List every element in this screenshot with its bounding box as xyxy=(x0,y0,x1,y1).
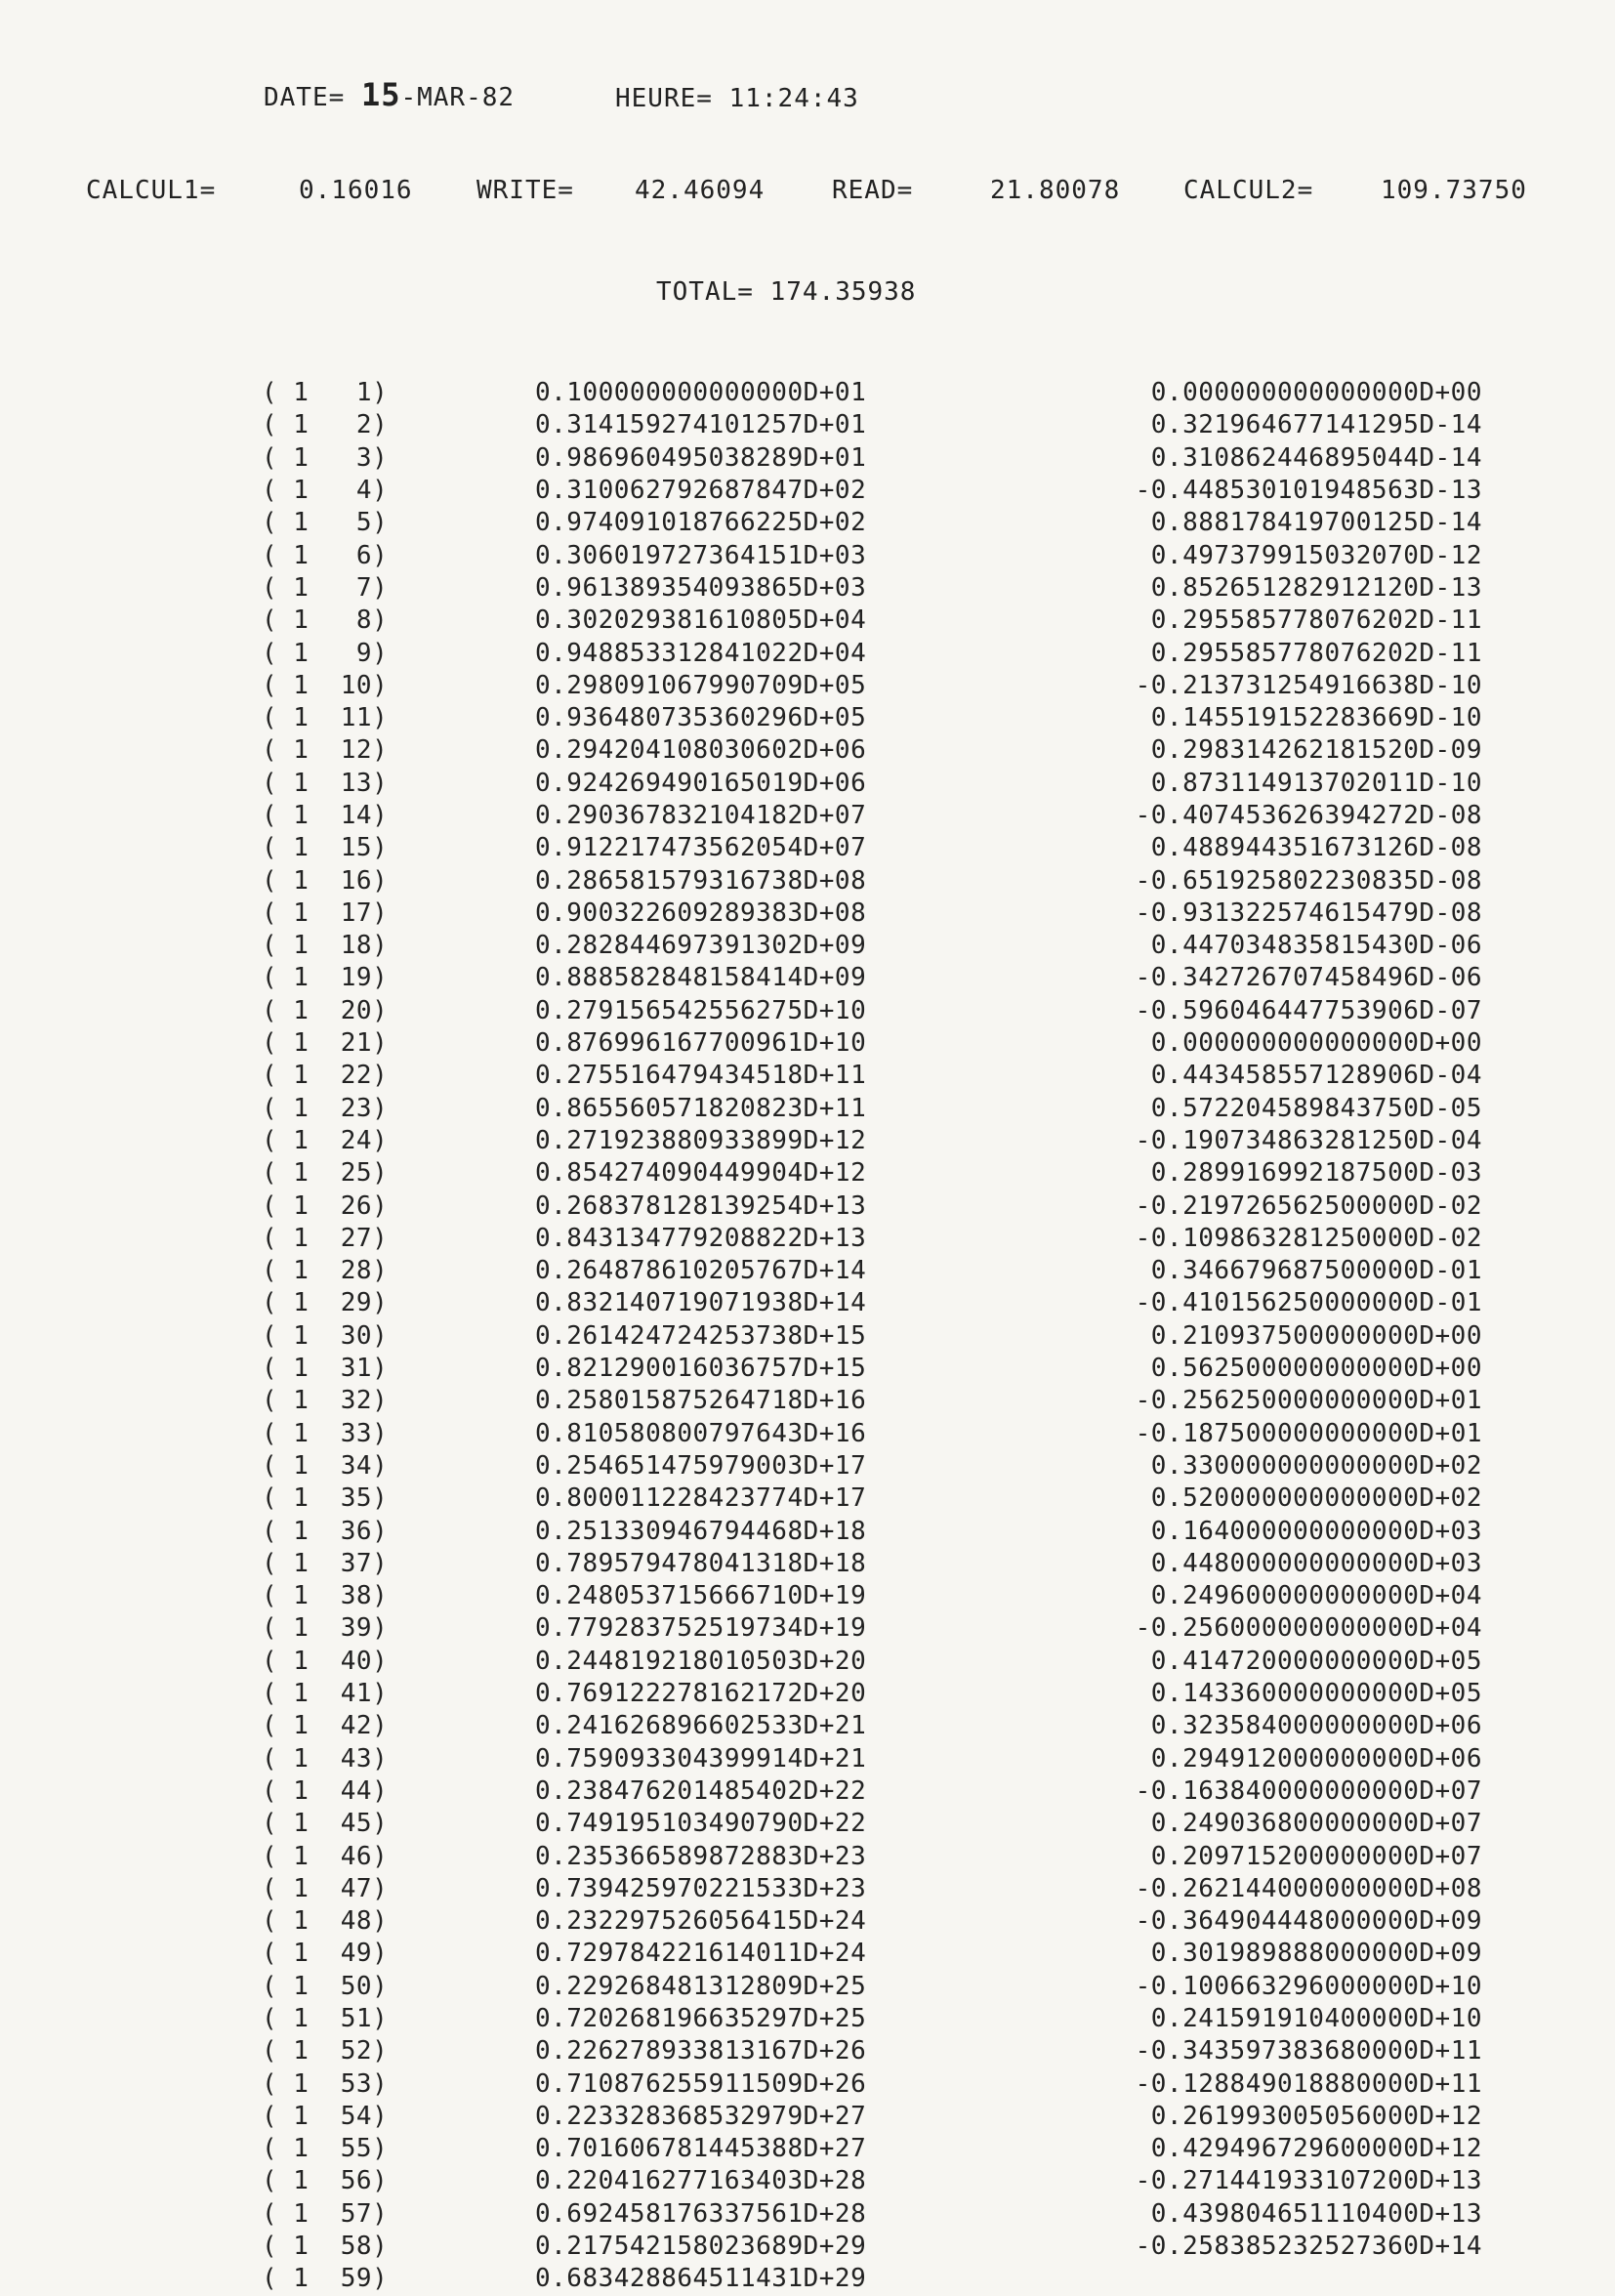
imag-value: -0.407453626394272D-08 xyxy=(1135,801,1482,830)
row-index: ( 1 2) xyxy=(262,410,389,440)
row-index: ( 1 40) xyxy=(262,1646,389,1676)
row-index: ( 1 4) xyxy=(262,476,389,506)
imag-value: 0.261993005056000D+12 xyxy=(1150,2101,1482,2131)
write-value: 42.46094 xyxy=(635,176,766,205)
row-index: ( 1 56) xyxy=(262,2166,389,2196)
table-row xyxy=(234,572,1482,605)
row-index: ( 1 23) xyxy=(262,1093,389,1123)
calcul1-label: CALCUL1= xyxy=(86,176,217,205)
imag-value: 0.448000000000000D+03 xyxy=(1150,1548,1482,1578)
real-value: 0.251330946794468D+18 xyxy=(535,1516,867,1546)
real-value: 0.912217473562054D+07 xyxy=(535,833,867,863)
table-row xyxy=(234,539,1482,571)
table-row xyxy=(234,1971,1482,2003)
table-row xyxy=(234,1190,1482,1222)
row-index: ( 1 30) xyxy=(262,1320,389,1351)
row-index: ( 1 5) xyxy=(262,508,389,538)
row-index: ( 1 20) xyxy=(262,995,389,1025)
real-value: 0.229268481312809D+25 xyxy=(535,1971,867,2001)
imag-value: -0.596046447753906D-07 xyxy=(1135,995,1482,1025)
table-row xyxy=(234,1223,1482,1255)
real-value: 0.264878610205767D+14 xyxy=(535,1256,867,1286)
calcul2-value: 109.73750 xyxy=(1381,176,1527,205)
table-row xyxy=(234,2198,1482,2231)
real-value: 0.254651475979003D+17 xyxy=(535,1450,867,1481)
table-row xyxy=(234,1742,1482,1774)
total-time xyxy=(656,277,916,307)
row-index: ( 1 18) xyxy=(262,931,389,961)
row-index: ( 1 37) xyxy=(262,1548,389,1578)
imag-value: 0.852651282912120D-13 xyxy=(1150,572,1482,603)
real-value: 0.286581579316738D+08 xyxy=(535,865,867,896)
row-index: ( 1 34) xyxy=(262,1450,389,1481)
real-value: 0.759093304399914D+21 xyxy=(535,1743,867,1774)
row-index: ( 1 24) xyxy=(262,1125,389,1155)
real-value: 0.100000000000000D+01 xyxy=(535,378,867,408)
imag-value: 0.572204589843750D-05 xyxy=(1150,1093,1482,1123)
imag-value: 0.414720000000000D+05 xyxy=(1150,1646,1482,1676)
table-row xyxy=(234,1840,1482,1872)
imag-value: 0.241591910400000D+10 xyxy=(1150,2003,1482,2033)
imag-value: -0.343597383680000D+11 xyxy=(1135,2036,1482,2066)
real-value: 0.810580800797643D+16 xyxy=(535,1418,867,1448)
real-value: 0.220416277163403D+28 xyxy=(535,2166,867,2196)
real-value: 0.268378128139254D+13 xyxy=(535,1190,867,1221)
date-label: DATE= xyxy=(264,83,346,112)
table-row xyxy=(234,2165,1482,2197)
row-index: ( 1 48) xyxy=(262,1906,389,1937)
row-index: ( 1 38) xyxy=(262,1581,389,1611)
real-value: 0.235366589872883D+23 xyxy=(535,1841,867,1871)
real-value: 0.749195103490790D+22 xyxy=(535,1809,867,1839)
row-index: ( 1 16) xyxy=(262,865,389,896)
table-row xyxy=(234,507,1482,539)
table-row xyxy=(234,2231,1482,2263)
imag-value: 0.439804651110400D+13 xyxy=(1150,2198,1482,2229)
real-value: 0.779283752519734D+19 xyxy=(535,1613,867,1644)
row-index: ( 1 11) xyxy=(262,703,389,733)
results-body xyxy=(234,377,1482,2296)
table-row xyxy=(234,768,1482,800)
row-index: ( 1 8) xyxy=(262,605,389,636)
table-row xyxy=(234,1938,1482,1970)
real-value: 0.217542158023689D+29 xyxy=(535,2232,867,2262)
imag-value: 0.298314262181520D-09 xyxy=(1150,735,1482,766)
row-index: ( 1 35) xyxy=(262,1483,389,1514)
row-index: ( 1 26) xyxy=(262,1190,389,1221)
date-month-year: -MAR-82 xyxy=(400,83,516,112)
imag-value: -0.410156250000000D-01 xyxy=(1135,1288,1482,1318)
table-row xyxy=(234,2101,1482,2133)
real-value: 0.226278933813167D+26 xyxy=(535,2036,867,2066)
real-value: 0.821290016036757D+15 xyxy=(535,1354,867,1384)
table-row xyxy=(234,1678,1482,1710)
imag-value: -0.219726562500000D-02 xyxy=(1135,1190,1482,1221)
imag-value: 0.249036800000000D+07 xyxy=(1150,1809,1482,1839)
real-value: 0.854274090449904D+12 xyxy=(535,1158,867,1189)
row-index: ( 1 49) xyxy=(262,1939,389,1969)
real-value: 0.710876255911509D+26 xyxy=(535,2068,867,2099)
imag-value: 0.346679687500000D-01 xyxy=(1150,1256,1482,1286)
row-index: ( 1 36) xyxy=(262,1516,389,1546)
row-index: ( 1 39) xyxy=(262,1613,389,1644)
row-index: ( 1 25) xyxy=(262,1158,389,1189)
real-value: 0.701606781445388D+27 xyxy=(535,2134,867,2164)
real-value: 0.298091067990709D+05 xyxy=(535,670,867,700)
table-row xyxy=(234,734,1482,767)
imag-value: 0.330000000000000D+02 xyxy=(1150,1450,1482,1481)
imag-value: -0.271441933107200D+13 xyxy=(1135,2166,1482,2196)
results-table xyxy=(234,377,1482,2296)
imag-value: 0.447034835815430D-06 xyxy=(1150,931,1482,961)
table-row xyxy=(234,832,1482,864)
real-value: 0.832140719071938D+14 xyxy=(535,1288,867,1318)
row-index: ( 1 53) xyxy=(262,2068,389,2099)
row-index: ( 1 1) xyxy=(262,378,389,408)
table-row xyxy=(234,1255,1482,1287)
table-row xyxy=(234,1515,1482,1547)
real-value: 0.261424724253738D+15 xyxy=(535,1320,867,1351)
table-row xyxy=(234,637,1482,669)
table-row xyxy=(234,670,1482,702)
table-row xyxy=(234,962,1482,994)
read-value: 21.80078 xyxy=(990,176,1121,205)
real-value: 0.876996167700961D+10 xyxy=(535,1028,867,1059)
imag-value: -0.364904448000000D+09 xyxy=(1135,1906,1482,1937)
table-row xyxy=(234,1027,1482,1060)
real-value: 0.271923880933899D+12 xyxy=(535,1125,867,1155)
real-value: 0.275516479434518D+11 xyxy=(535,1061,867,1091)
table-row xyxy=(234,995,1482,1027)
table-row xyxy=(234,2133,1482,2165)
table-row xyxy=(234,930,1482,962)
calcul2-label: CALCUL2= xyxy=(1183,176,1314,205)
table-row xyxy=(234,442,1482,475)
print-date xyxy=(264,76,515,113)
table-row xyxy=(234,1646,1482,1678)
imag-value: 0.289916992187500D-03 xyxy=(1150,1158,1482,1189)
date-value xyxy=(360,76,516,113)
imag-value: -0.262144000000000D+08 xyxy=(1135,1873,1482,1903)
imag-value: 0.000000000000000D+00 xyxy=(1150,1028,1482,1059)
row-index: ( 1 52) xyxy=(262,2036,389,2066)
imag-value: -0.258385232527360D+14 xyxy=(1135,2232,1482,2262)
total-value: 174.35938 xyxy=(769,277,917,307)
row-index: ( 1 51) xyxy=(262,2003,389,2033)
row-index: ( 1 6) xyxy=(262,540,389,570)
row-index: ( 1 22) xyxy=(262,1061,389,1091)
table-row xyxy=(234,1808,1482,1840)
imag-value: 0.210937500000000D+00 xyxy=(1150,1320,1482,1351)
real-value: 0.924269490165019D+06 xyxy=(535,768,867,798)
real-value: 0.248053715666710D+19 xyxy=(535,1581,867,1611)
imag-value: 0.520000000000000D+02 xyxy=(1150,1483,1482,1514)
time-value: 11:24:43 xyxy=(728,84,859,113)
row-index: ( 1 55) xyxy=(262,2134,389,2164)
row-index: ( 1 44) xyxy=(262,1775,389,1806)
row-index: ( 1 31) xyxy=(262,1354,389,1384)
table-row xyxy=(234,1353,1482,1385)
row-index: ( 1 32) xyxy=(262,1386,389,1416)
real-value: 0.290367832104182D+07 xyxy=(535,801,867,830)
table-row xyxy=(234,702,1482,734)
row-index: ( 1 7) xyxy=(262,572,389,603)
table-row xyxy=(234,2003,1482,2035)
table-row xyxy=(234,1320,1482,1353)
imag-value: 0.497379915032070D-12 xyxy=(1150,540,1482,570)
imag-value: -0.100663296000000D+10 xyxy=(1135,1971,1482,2001)
real-value: 0.314159274101257D+01 xyxy=(535,410,867,440)
table-row xyxy=(234,1093,1482,1125)
row-index: ( 1 19) xyxy=(262,963,389,993)
imag-value: -0.256250000000000D+01 xyxy=(1135,1386,1482,1416)
imag-value: -0.342726707458496D-06 xyxy=(1135,963,1482,993)
row-index: ( 1 47) xyxy=(262,1873,389,1903)
imag-value: 0.301989888000000D+09 xyxy=(1150,1939,1482,1969)
imag-value: -0.256000000000000D+04 xyxy=(1135,1613,1482,1644)
real-value: 0.729784221614011D+24 xyxy=(535,1939,867,1969)
row-index: ( 1 27) xyxy=(262,1223,389,1253)
row-index: ( 1 29) xyxy=(262,1288,389,1318)
real-value: 0.936480735360296D+05 xyxy=(535,703,867,733)
table-row xyxy=(234,1450,1482,1482)
imag-value xyxy=(1053,2263,1482,2295)
table-row xyxy=(234,377,1482,409)
imag-value: 0.873114913702011D-10 xyxy=(1150,768,1482,798)
imag-value: -0.109863281250000D-02 xyxy=(1135,1223,1482,1253)
row-index: ( 1 13) xyxy=(262,768,389,798)
row-index: ( 1 15) xyxy=(262,833,389,863)
real-value: 0.888582848158414D+09 xyxy=(535,963,867,993)
real-value: 0.241626896602533D+21 xyxy=(535,1711,867,1741)
real-value: 0.302029381610805D+04 xyxy=(535,605,867,636)
table-row xyxy=(234,2035,1482,2067)
row-index: ( 1 57) xyxy=(262,2198,389,2229)
imag-value: 0.295585778076202D-11 xyxy=(1150,638,1482,668)
real-value: 0.720268196635297D+25 xyxy=(535,2003,867,2033)
imag-value: 0.443458557128906D-04 xyxy=(1150,1061,1482,1091)
imag-value: 0.562500000000000D+00 xyxy=(1150,1354,1482,1384)
timing-summary xyxy=(86,176,1570,215)
row-index: ( 1 45) xyxy=(262,1809,389,1839)
row-index: ( 1 10) xyxy=(262,670,389,700)
real-value: 0.739425970221533D+23 xyxy=(535,1873,867,1903)
imag-value: 0.429496729600000D+12 xyxy=(1150,2134,1482,2164)
table-row xyxy=(234,1385,1482,1417)
imag-value: 0.888178419700125D-14 xyxy=(1150,508,1482,538)
real-value: 0.244819218010503D+20 xyxy=(535,1646,867,1676)
table-row xyxy=(234,1775,1482,1808)
imag-value: 0.000000000000000D+00 xyxy=(1150,378,1482,408)
imag-value: 0.294912000000000D+06 xyxy=(1150,1743,1482,1774)
imag-value: -0.190734863281250D-04 xyxy=(1135,1125,1482,1155)
real-value: 0.692458176337561D+28 xyxy=(535,2198,867,2229)
real-value: 0.306019727364151D+03 xyxy=(535,540,867,570)
real-value: 0.974091018766225D+02 xyxy=(535,508,867,538)
row-index: ( 1 9) xyxy=(262,638,389,668)
imag-value: 0.143360000000000D+05 xyxy=(1150,1679,1482,1709)
row-index: ( 1 33) xyxy=(262,1418,389,1448)
row-index: ( 1 41) xyxy=(262,1679,389,1709)
row-index: ( 1 28) xyxy=(262,1256,389,1286)
table-row xyxy=(234,1482,1482,1515)
table-row xyxy=(234,1710,1482,1742)
real-value: 0.282844697391302D+09 xyxy=(535,931,867,961)
real-value: 0.900322609289383D+08 xyxy=(535,898,867,928)
imag-value: -0.448530101948563D-13 xyxy=(1135,476,1482,506)
time-label: HEURE= xyxy=(615,84,713,113)
table-row xyxy=(234,409,1482,441)
table-row xyxy=(234,1548,1482,1580)
real-value: 0.310062792687847D+02 xyxy=(535,476,867,506)
imag-value: -0.931322574615479D-08 xyxy=(1135,898,1482,928)
imag-value: -0.187500000000000D+01 xyxy=(1135,1418,1482,1448)
real-value: 0.769122278162172D+20 xyxy=(535,1679,867,1709)
row-index: ( 1 50) xyxy=(262,1971,389,2001)
imag-value: 0.249600000000000D+04 xyxy=(1150,1581,1482,1611)
read-label: READ= xyxy=(832,176,914,205)
table-row xyxy=(234,475,1482,507)
imag-value: 0.295585778076202D-11 xyxy=(1150,605,1482,636)
real-value: 0.238476201485402D+22 xyxy=(535,1775,867,1806)
row-index: ( 1 54) xyxy=(262,2101,389,2131)
real-value: 0.258015875264718D+16 xyxy=(535,1386,867,1416)
table-row xyxy=(234,2263,1482,2295)
table-row xyxy=(234,605,1482,637)
row-index: ( 1 43) xyxy=(262,1743,389,1774)
row-index: ( 1 58) xyxy=(262,2232,389,2262)
table-row xyxy=(234,1580,1482,1612)
real-value: 0.843134779208822D+13 xyxy=(535,1223,867,1253)
real-value: 0.232297526056415D+24 xyxy=(535,1906,867,1937)
imag-value: 0.310862446895044D-14 xyxy=(1150,442,1482,473)
imag-value: 0.321964677141295D-14 xyxy=(1150,410,1482,440)
row-index: ( 1 14) xyxy=(262,801,389,830)
row-index: ( 1 42) xyxy=(262,1711,389,1741)
imag-value: 0.323584000000000D+06 xyxy=(1150,1711,1482,1741)
row-index: ( 1 12) xyxy=(262,735,389,766)
real-value: 0.683428864511431D+29 xyxy=(535,2264,867,2294)
row-index: ( 1 3) xyxy=(262,442,389,473)
row-index: ( 1 59) xyxy=(262,2264,389,2294)
row-index: ( 1 46) xyxy=(262,1841,389,1871)
table-row xyxy=(234,864,1482,897)
print-time xyxy=(615,84,859,113)
table-row xyxy=(234,2067,1482,2100)
imag-value: -0.651925802230835D-08 xyxy=(1135,865,1482,896)
table-row xyxy=(234,1905,1482,1938)
real-value: 0.961389354093865D+03 xyxy=(535,572,867,603)
table-row xyxy=(234,800,1482,832)
imag-value: -0.128849018880000D+11 xyxy=(1135,2068,1482,2099)
table-row xyxy=(234,1873,1482,1905)
row-index: ( 1 17) xyxy=(262,898,389,928)
table-row xyxy=(234,1612,1482,1645)
imag-value: 0.488944351673126D-08 xyxy=(1150,833,1482,863)
imag-value: -0.213731254916638D-10 xyxy=(1135,670,1482,700)
real-value: 0.294204108030602D+06 xyxy=(535,735,867,766)
imag-value: -0.163840000000000D+07 xyxy=(1135,1775,1482,1806)
real-value: 0.948853312841022D+04 xyxy=(535,638,867,668)
row-index: ( 1 21) xyxy=(262,1028,389,1059)
table-row xyxy=(234,1060,1482,1092)
imag-value: 0.145519152283669D-10 xyxy=(1150,703,1482,733)
table-row xyxy=(234,1287,1482,1319)
real-value: 0.789579478041318D+18 xyxy=(535,1548,867,1578)
imag-value: 0.164000000000000D+03 xyxy=(1150,1516,1482,1546)
table-row xyxy=(234,1418,1482,1450)
table-row xyxy=(234,1125,1482,1157)
real-value: 0.223328368532979D+27 xyxy=(535,2101,867,2131)
table-row xyxy=(234,1157,1482,1190)
real-value: 0.865560571820823D+11 xyxy=(535,1093,867,1123)
write-label: WRITE= xyxy=(476,176,574,205)
calcul1-value: 0.16016 xyxy=(299,176,413,205)
real-value: 0.800011228423774D+17 xyxy=(535,1483,867,1514)
table-row xyxy=(234,898,1482,930)
imag-value: 0.209715200000000D+07 xyxy=(1150,1841,1482,1871)
real-value: 0.986960495038289D+01 xyxy=(535,442,867,473)
real-value: 0.279156542556275D+10 xyxy=(535,995,867,1025)
date-day: 15 xyxy=(360,76,401,113)
total-label: TOTAL= xyxy=(656,277,754,307)
